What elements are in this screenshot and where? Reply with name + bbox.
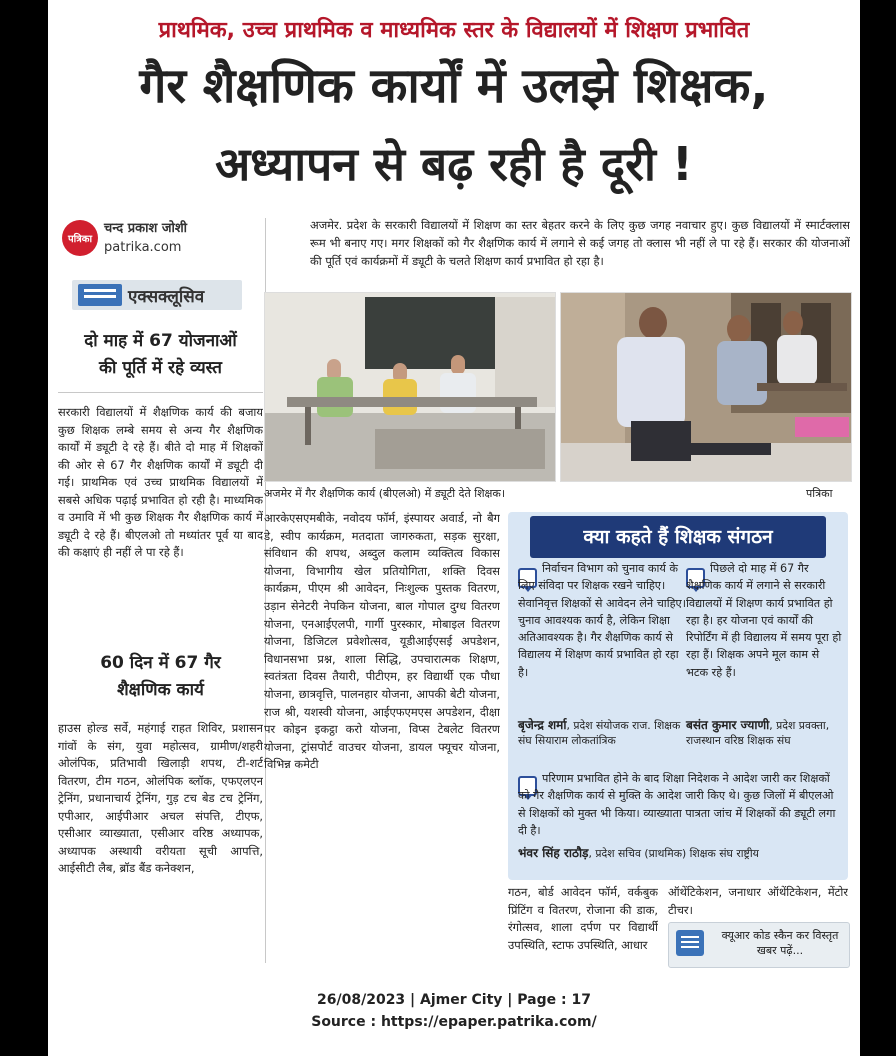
subhead-1-line2: की पूर्ति में रहे व्यस्त xyxy=(98,358,222,378)
quote3-attribution xyxy=(518,846,844,861)
quote1-name: बृजेन्द्र शर्मा xyxy=(518,718,567,732)
classroom-illustration xyxy=(265,293,555,481)
kicker-headline: प्राथमिक, उच्च प्राथमिक व माध्यमिक स्तर के विद्यालयों में शिक्षण प्रभावित xyxy=(158,18,750,43)
photo-credit: पत्रिका xyxy=(806,487,833,500)
newspaper-clipping xyxy=(48,0,860,1056)
main-headline-line1: गैर शैक्षणिक कार्यों में उलझे शिक्षक, xyxy=(139,58,769,114)
col2-text: आरकेएसएमबीके, नवोदय फॉर्म, इंस्पायर अवार्ड, नो बैग डे, स्वीप कार्यक्रम, मतदाता जागरुकता, सड़क सुरक्षा, संविधान की शपथ, अब्दुल कलाम व्यक्तित्व विकास योजना, विभागीय खेल प्रतियोगिता, शक्ति दिवस कार्यक्रम, पीएम श्री आवेदन, निःशुल्क पुस्तक वितरण, उड़ान सेनेटरी नेपकिन योजना, बाल गोपाल दुग्ध वितरण योजना, एनआईएलपी, गार्गी पुरस्कार, मोबाइल वितरण योजना, डिजिटल प्रवेशोत्सव, यूडीआईएसई अपडेशन, विधानसभा प्रश्न, शाला सिद्धि, उपचारात्मक शिक्षण, स्वतंत्रता दिवस तैयारी, पीटीएम, हर विद्यार्थी एक पौधा योजना, छात्रवृत्ति, पालनहार योजना, आपकी बेटी योजना, राज श्री, यशस्वी योजना, आईएफएमएस अपडेशन, दीक्षा पर कोइन इकट्ठा करो योजना, विप्स टेबलेट वितरण योजना, ट्रांसपोर्ट वाउचर योजना, डायल फ्यूचर योजना, विभिन्न कमेटी xyxy=(264,511,500,772)
col3-text: गठन, बोर्ड आवेदन फॉर्म, वर्कबुक प्रिंटिंग व वितरण, रोजाना की डाक, रंगोत्सव, शाला दर्पण पर विद्यार्थी उपस्थिति, स्टाफ उपस्थिति, आधार xyxy=(508,885,658,952)
exclusive-label: एक्सक्लूसिव xyxy=(128,287,205,307)
classroom-photo xyxy=(264,292,556,482)
quote1-role: , प्रदेश संयोजक राज. शिक्षक संघ सियाराम लोकतांत्रिक xyxy=(518,719,681,747)
subhead-1 xyxy=(58,328,263,382)
main-headline-line2: अध्यापन से बढ़ रही है दूरी ! xyxy=(215,137,693,191)
byline: चन्द प्रकाश जोशी xyxy=(104,221,188,236)
site-name: patrika.com xyxy=(104,240,182,255)
footer-source[interactable]: Source : https://epaper.patrika.com/ xyxy=(311,1014,597,1030)
quote2-text: पिछले दो माह में 67 गैर शैक्षणिक कार्य में लगाने से सरकारी विद्यालयों में शिक्षण कार्य प्रभावित हो रहा है। हर योजना एवं कार्यों की रिपोर्टिंग में ही विद्यालय में समय पूरा हो रहा हैं। शिक्षक अपने मूल काम से भटक रहे हैं। xyxy=(686,562,842,679)
qr-newspaper-icon xyxy=(676,930,704,956)
col4-text: ऑथेंटिकेशन, जनाधार ऑथेंटिकेशन, मेंटोर टीचर। xyxy=(668,885,848,917)
qr-text: क्यूआर कोड स्कैन कर विस्तृत खबर पढ़ें... xyxy=(721,929,839,957)
footer-date-line: 26/08/2023 | Ajmer City | Page : 17 xyxy=(317,992,591,1008)
quote1-attribution xyxy=(518,718,694,748)
subhead-2 xyxy=(58,650,263,704)
quote2-role: , प्रदेश प्रवक्ता, राजस्थान वरिष्ठ शिक्षक संघ xyxy=(686,719,830,747)
quote2-attribution xyxy=(686,718,846,748)
teachers-photo xyxy=(560,292,852,482)
quote2-name: बसंत कुमार ज्याणी xyxy=(686,718,770,732)
patrika-logo: पत्रिका xyxy=(62,220,98,256)
col1-para2: हाउस होल्ड सर्वे, महंगाई राहत शिविर, प्रशासन गांवों के संग, युवा महोत्सव, ग्रामीण/शहरी ओलंपिक, प्रतिभावी खिलाड़ी शपथ, टी-शर्ट वितरण, टीम गठन, ओलंपिक ब्लॉक, एफएलएन ट्रेनिंग, प्रधानाचार्य ट्रेनिंग, गुड़ टच बेड टच ट्रेनिंग, एपीआर, आईपीआर अचल संपत्ति, टीएफ, एसीआर व्याख्याता, एसीआर वरिष्ठ अध्यापक, अध्यापक अस्थायी वरीयता सूची आपत्ति, आईसीटी लैब, ब्रॉड बैंड कनेक्शन, xyxy=(58,721,263,875)
quote3-text: परिणाम प्रभावित होने के बाद शिक्षा निदेशक ने आदेश जारी कर शिक्षकों को गैर शैक्षणिक कार्य से मुक्ति के आदेश जारी किए थे। कुछ जिलों में बीएलओ से शिक्षकों को मुक्त भी किया। व्याख्याता पात्रता जांच में शिक्षकों की ड्यूटी लगा दी है। xyxy=(518,772,836,837)
divider xyxy=(58,392,263,393)
photo-caption: अजमेर में गैर शैक्षणिक कार्य (बीएलओ) में ड्यूटी देते शिक्षक। xyxy=(264,487,506,500)
col1-para1: सरकारी विद्यालयों में शैक्षणिक कार्य की बजाय कुछ शिक्षक लम्बे समय से अन्य गैर शैक्षणिक कार्यों में ड्यूटी दे रहे हैं। बीते दो माह में शिक्षकों की ओर से 67 गैर शैक्षणिक कार्यों में ड्यूटी दी गई। प्राथमिक एवं उच्च प्राथमिक विद्यालयों में सबसे अधिक पढ़ाई प्रभावित हो रही है। माध्यमिक व उमावि में भी कुछ शिक्षक गैर शैक्षणिक कार्य में ड्यूटी दे रहे हैं। बीएलओ तो मध्यांतर पूर्व या बाद की कक्षाएं ही नहीं ले पा रहे हैं। xyxy=(58,405,263,559)
quote1-text: निर्वाचन विभाग को चुनाव कार्य के लिए संविदा पर शिक्षक रखने चाहिए। सेवानिवृत्त शिक्षकों से आवेदन लेने चाहिए। चुनाव आवश्यक कार्य है, लेकिन शिक्षा अतिआवश्यक है। गैर शैक्षणिक कार्य से विद्यालय में शिक्षण कार्य प्रभावित हो रहा है। xyxy=(518,562,686,679)
subhead-2-line1: 60 दिन में 67 गैर xyxy=(100,653,221,673)
quote3-role: , प्रदेश सचिव (प्राथमिक) शिक्षक संघ राष्ट्रीय xyxy=(588,847,759,860)
panel-title: क्या कहते हैं शिक्षक संगठन xyxy=(530,516,826,558)
quote3-name: भंवर सिंह राठौड़ xyxy=(518,846,589,860)
subhead-1-line1: दो माह में 67 योजनाओं xyxy=(84,331,237,351)
intro-paragraph: अजमेर. प्रदेश के सरकारी विद्यालयों में शिक्षण का स्तर बेहतर करने के लिए कुछ जगह नवाचार हुए। कुछ विद्यालयों में स्मार्टक्लास रूम भी बनाए गए। मगर शिक्षकों को गैर शैक्षणिक कार्य में लगाने से कई जगह तो क्लास भी नहीं ले पा रहे हैं। सरकार की योजनाओं की पूर्ति एवं कार्यक्रमों में ड्यूटी के चलते शिक्षण कार्य प्रभावित हो रहा है। xyxy=(310,218,850,268)
subhead-2-line2: शैक्षणिक कार्य xyxy=(117,680,204,700)
newspaper-icon xyxy=(78,284,122,306)
teachers-illustration xyxy=(561,293,851,481)
